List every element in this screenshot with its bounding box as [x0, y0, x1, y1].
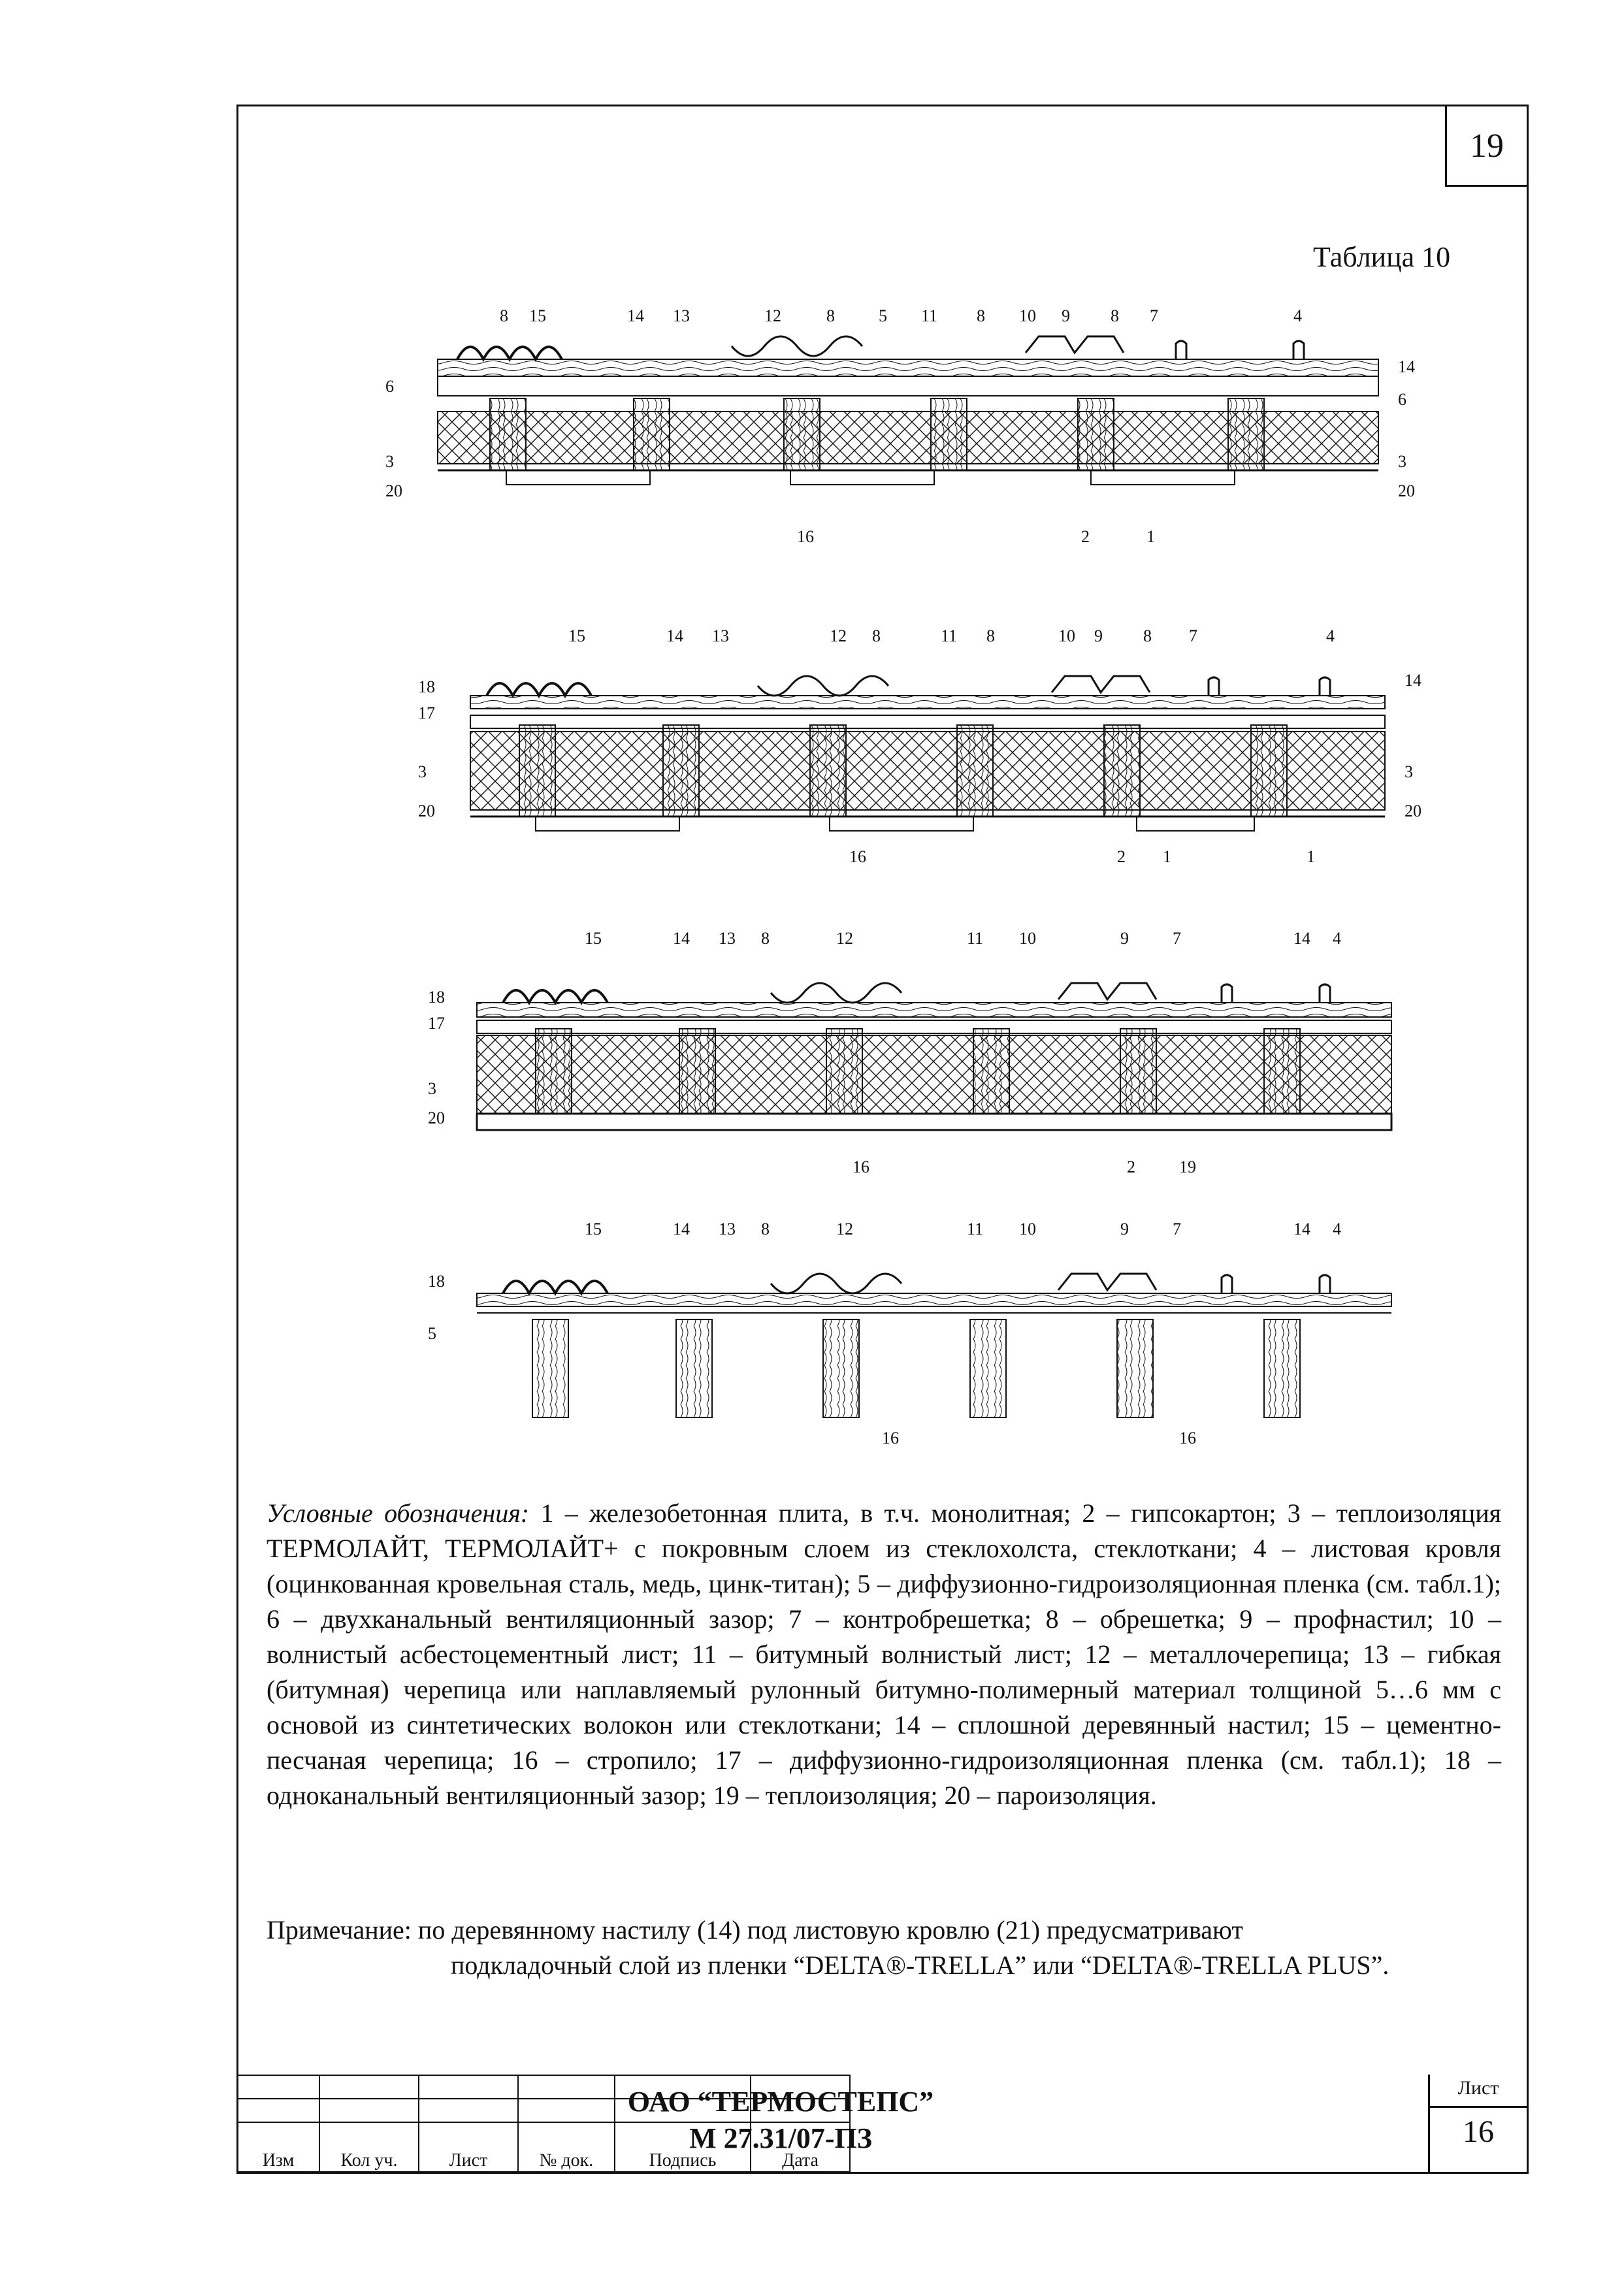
d3-top-label: 13	[719, 929, 736, 948]
d3-bottom-label: 16	[853, 1157, 869, 1176]
page-number: 19	[1445, 105, 1529, 187]
d1-left-label: 20	[385, 481, 402, 500]
d1-bottom-label: 1	[1146, 527, 1155, 546]
note-label: Примечание:	[267, 1915, 412, 1945]
d1-top-label: 11	[921, 307, 938, 325]
d4-top-label: 14	[673, 1220, 690, 1238]
d4-bottom-label: 16	[1179, 1429, 1196, 1447]
d1-top-label: 13	[673, 307, 690, 325]
d1-right-label: 20	[1398, 481, 1415, 500]
sheet-label: Лист	[1457, 2077, 1499, 2099]
d4-top-label: 14	[1293, 1220, 1310, 1238]
d1-right-label: 3	[1398, 452, 1406, 471]
legend-text: 1 – железобетонная плита, в т.ч. монолитная; 2 – гипсокартон; 3 – теплоизоляция ТЕРМОЛАЙТ, ТЕРМОЛАЙТ+ с покровным слоем из стеклохолста, стеклоткани; 4 – листовая кровля (оцинкованная кровельная сталь, медь, цинк-титан); 5 – диффузионно-гидроизоляционная пленка (см. табл.1); 6 – двухканальный вентиляционный зазор; 7 – контробрешетка; 8 – обрешетка; 9 – профнастил; 10 – волнистый асбестоцементный лист; 11 – битумный волнистый лист; 12 – металлочерепица; 13 – гибкая (битумная) черепица или наплавляемый рулонный битумно-полимерный материал толщиной 5…6 мм с основой из синтетических волокон или стеклоткани; 14 – сплошной деревянный настил; 15 – цементно-песчаная черепица; 16 – стропило; 17 – диффузионно-гидроизоляционная пленка (см. табл.1); 18 – одноканальный вентиляционный зазор; 19 – теплоизоляция; 20 – пароизоляция.	[267, 1498, 1502, 1810]
d1-top-label: 10	[1019, 307, 1036, 325]
d2-top-label: 9	[1094, 626, 1103, 645]
d4-left-label: 18	[428, 1272, 445, 1291]
organization	[608, 2084, 954, 2157]
doc-code: М 27.31/07-ПЗ	[689, 2122, 872, 2154]
d2-bottom-label: 1	[1163, 847, 1171, 866]
d1-top-label: 8	[826, 307, 835, 325]
d4-top-label: 7	[1173, 1220, 1181, 1238]
d4-top-label: 12	[836, 1220, 853, 1238]
d2-left-label: 18	[418, 677, 435, 696]
d4-top-label: 15	[585, 1220, 602, 1238]
d2-bottom-label: 16	[849, 847, 866, 866]
d2-top-label: 7	[1189, 626, 1197, 645]
d1-top-label: 8	[500, 307, 508, 325]
d3-left-label: 18	[428, 988, 445, 1007]
d2-bottom-label: 1	[1307, 847, 1315, 866]
d3-left-label: 17	[428, 1014, 445, 1033]
d4-left-label: 5	[428, 1324, 436, 1343]
d1-top-label: 14	[627, 307, 644, 325]
d1-right-label: 14	[1398, 357, 1415, 376]
d4-top-label: 13	[719, 1220, 736, 1238]
stamp-list: Лист	[419, 2122, 518, 2172]
d1-top-label: 5	[879, 307, 887, 325]
stamp-date: Дата	[751, 2122, 850, 2172]
d3-top-label: 4	[1333, 929, 1341, 948]
d3-top-label: 7	[1173, 929, 1181, 948]
section-1	[438, 336, 1378, 485]
d2-right-label: 14	[1405, 671, 1421, 690]
d3-top-label: 12	[836, 929, 853, 948]
note	[267, 1913, 1501, 1983]
d4-bottom-label: 16	[882, 1429, 899, 1447]
section-2	[470, 676, 1385, 831]
d3-bottom-label: 19	[1179, 1157, 1196, 1176]
d1-bottom-label: 2	[1081, 527, 1090, 546]
d2-top-label: 8	[1143, 626, 1152, 645]
d4-top-label: 9	[1120, 1220, 1129, 1238]
org-name: ОАО “ТЕРМОСТЕПС”	[627, 2086, 934, 2118]
d1-top-label: 15	[529, 307, 546, 325]
d2-top-label: 8	[986, 626, 995, 645]
d3-top-label: 8	[761, 929, 770, 948]
section-3	[477, 983, 1391, 1130]
d4-top-label: 11	[967, 1220, 984, 1238]
d3-left-label: 3	[428, 1079, 436, 1098]
d2-left-label: 3	[418, 762, 427, 781]
d3-top-label: 11	[967, 929, 984, 948]
d2-bottom-label: 2	[1117, 847, 1126, 866]
d2-right-label: 3	[1405, 762, 1413, 781]
d2-top-label: 14	[666, 626, 683, 645]
legend-title: Условные обозначения:	[267, 1498, 530, 1528]
legend	[267, 1496, 1501, 1813]
d1-top-label: 8	[1111, 307, 1119, 325]
d4-top-label: 4	[1333, 1220, 1341, 1238]
roof-sections-drawing	[366, 307, 1424, 1470]
sheet-number: 16	[1463, 2114, 1494, 2149]
stamp-kol: Кол уч.	[319, 2122, 419, 2172]
d1-top-label: 8	[977, 307, 985, 325]
d4-top-label: 10	[1019, 1220, 1036, 1238]
stamp-izm: Изм	[237, 2122, 319, 2172]
d2-left-label: 20	[418, 801, 435, 820]
d1-top-label: 9	[1062, 307, 1070, 325]
d1-left-label: 3	[385, 452, 394, 471]
d4-top-label: 8	[761, 1220, 770, 1238]
d3-top-label: 14	[1293, 929, 1310, 948]
table-label: Таблица 10	[1313, 241, 1451, 273]
d2-left-label: 17	[418, 703, 435, 722]
d2-right-label: 20	[1405, 801, 1421, 820]
d1-top-label: 12	[764, 307, 781, 325]
d3-bottom-label: 2	[1127, 1157, 1135, 1176]
d2-top-label: 13	[712, 626, 729, 645]
d2-top-label: 10	[1058, 626, 1075, 645]
note-line1: по деревянному настилу (14) под листовую кровлю (21) предусматривают	[411, 1915, 1243, 1945]
d3-top-label: 15	[585, 929, 602, 948]
d3-top-label: 9	[1120, 929, 1129, 948]
d2-top-label: 12	[830, 626, 847, 645]
d2-top-label: 11	[941, 626, 958, 645]
d3-left-label: 20	[428, 1108, 445, 1127]
note-line2: подкладочный слой из пленки “DELTA®-TRELLA” или “DELTA®-TRELLA PLUS”.	[451, 1950, 1389, 1980]
d3-top-label: 14	[673, 929, 690, 948]
d3-top-label: 10	[1019, 929, 1036, 948]
d1-bottom-label: 16	[797, 527, 814, 546]
stamp-sign: Подпись	[615, 2122, 751, 2172]
d2-top-label: 4	[1326, 626, 1335, 645]
d1-left-label: 6	[385, 377, 394, 396]
stamp-doc: № док.	[518, 2122, 615, 2172]
d2-top-label: 15	[568, 626, 585, 645]
d2-top-label: 8	[872, 626, 881, 645]
section-4	[477, 1274, 1391, 1417]
d1-top-label: 4	[1293, 307, 1302, 325]
d1-top-label: 7	[1150, 307, 1158, 325]
d1-right-label: 6	[1398, 390, 1406, 409]
